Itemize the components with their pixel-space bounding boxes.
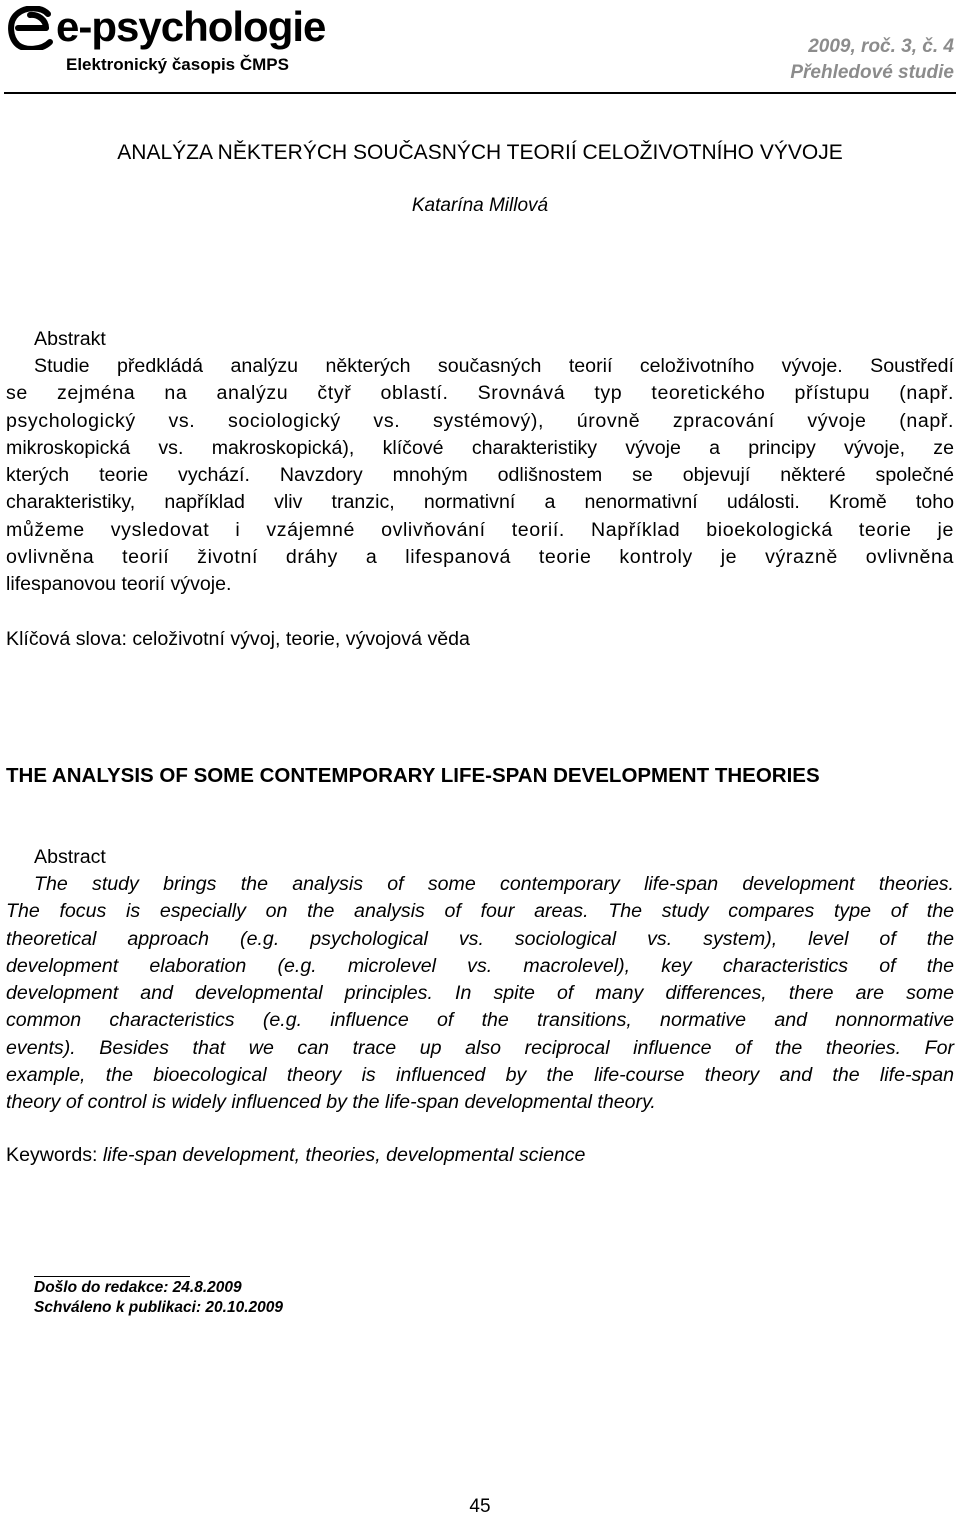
abstract-cz-body: [6, 353, 954, 599]
abstract-cz-heading: Abstrakt: [34, 328, 106, 350]
keywords-en-label: Keywords:: [6, 1144, 103, 1166]
abstract-cz-line: lifespanovou teorií vývoje.: [6, 573, 232, 596]
abstract-en-line: theoretical approach (e.g. psychological vs. sociological vs. system), level of the: [6, 927, 954, 950]
article-title-cz: ANALÝZA NĚKTERÝCH SOUČASNÝCH TEORIÍ CELOŽIVOTNÍHO VÝVOJE: [117, 141, 843, 164]
abstract-en-line: theory of control is widely influenced by the life-span developmental theory.: [6, 1091, 656, 1114]
footnote-approved: Schváleno k publikaci: 20.10.2009: [34, 1299, 283, 1316]
header-divider: [4, 92, 956, 94]
page-number: 45: [469, 1496, 491, 1517]
abstract-cz-line: ovlivněna teorií životní dráhy a lifespanová teorie kontroly je výrazně ovlivněna: [6, 546, 954, 569]
logo-subtitle: Elektronický časopis ČMPS: [66, 55, 289, 74]
journal-logo: [8, 3, 326, 80]
abstract-cz-line: se zejména na analýzu čtyř oblastí. Srovnává typ teoretického přístupu (např.: [6, 382, 954, 405]
abstract-cz-line: mikroskopická vs. makroskopická), klíčové charakteristiky vývoje a principy vývoje, ze: [6, 436, 954, 459]
issue-info: [790, 34, 954, 86]
abstract-en-line: development and developmental principles. In spite of many differences, there are some: [6, 982, 954, 1005]
footnote-received: Došlo do redakce: 24.8.2009: [34, 1279, 242, 1296]
e-logo-icon: [8, 6, 56, 50]
abstract-en-line: The study brings the analysis of some contemporary life-span development theories.: [34, 873, 954, 895]
article-title-en: THE ANALYSIS OF SOME CONTEMPORARY LIFE-SPAN DEVELOPMENT THEORIES: [6, 764, 820, 787]
article-author: Katarína Millová: [411, 195, 549, 216]
abstract-cz-line: můžeme vysledovat i vzájemné ovlivňování teorií. Například bioekologická teorie je: [6, 518, 954, 541]
abstract-en-body: [6, 871, 954, 1117]
abstract-en-line: events). Besides that we can trace up also reciprocal influence of the theories. For: [6, 1036, 954, 1059]
abstract-en-line: common characteristics (e.g. influence of the transitions, normative and nonnormative: [6, 1009, 954, 1032]
issue-section: Přehledové studie: [790, 62, 954, 83]
abstract-en-line: The focus is especially on the analysis of four areas. The study compares type of the: [6, 900, 954, 923]
abstract-en-line: development elaboration (e.g. microlevel vs. macrolevel), key characteristics of the: [6, 954, 954, 977]
footnote-divider: [34, 1276, 190, 1277]
abstract-en-heading: Abstract: [34, 846, 106, 868]
issue-volume: 2009, roč. 3, č. 4: [808, 36, 954, 57]
page-header: [0, 0, 960, 94]
keywords-en-terms: life-span development, theories, developmental science: [102, 1144, 586, 1166]
abstract-cz-line: Studie předkládá analýzu některých současných teorií celoživotního vývoje. Soustředí: [34, 355, 954, 377]
keywords-cz: Klíčová slova: celoživotní vývoj, teorie, vývojová věda: [6, 628, 470, 650]
abstract-en-line: example, the bioecological theory is influenced by the life-course theory and the life-span: [6, 1064, 954, 1087]
abstract-cz-line: charakteristiky, například vliv tranzic, normativní a nenormativní události. Kromě toho: [6, 491, 954, 514]
abstract-cz-line: psychologický vs. sociologický vs. systémový), úrovně zpracování vývoje (např.: [6, 409, 954, 432]
abstract-cz-line: kterých teorie vychází. Navzdory mnohým odlišnostem se objevují některé společné: [6, 464, 954, 487]
logo-title: e-psychologie: [56, 3, 326, 50]
keywords-en: [6, 1142, 954, 1169]
